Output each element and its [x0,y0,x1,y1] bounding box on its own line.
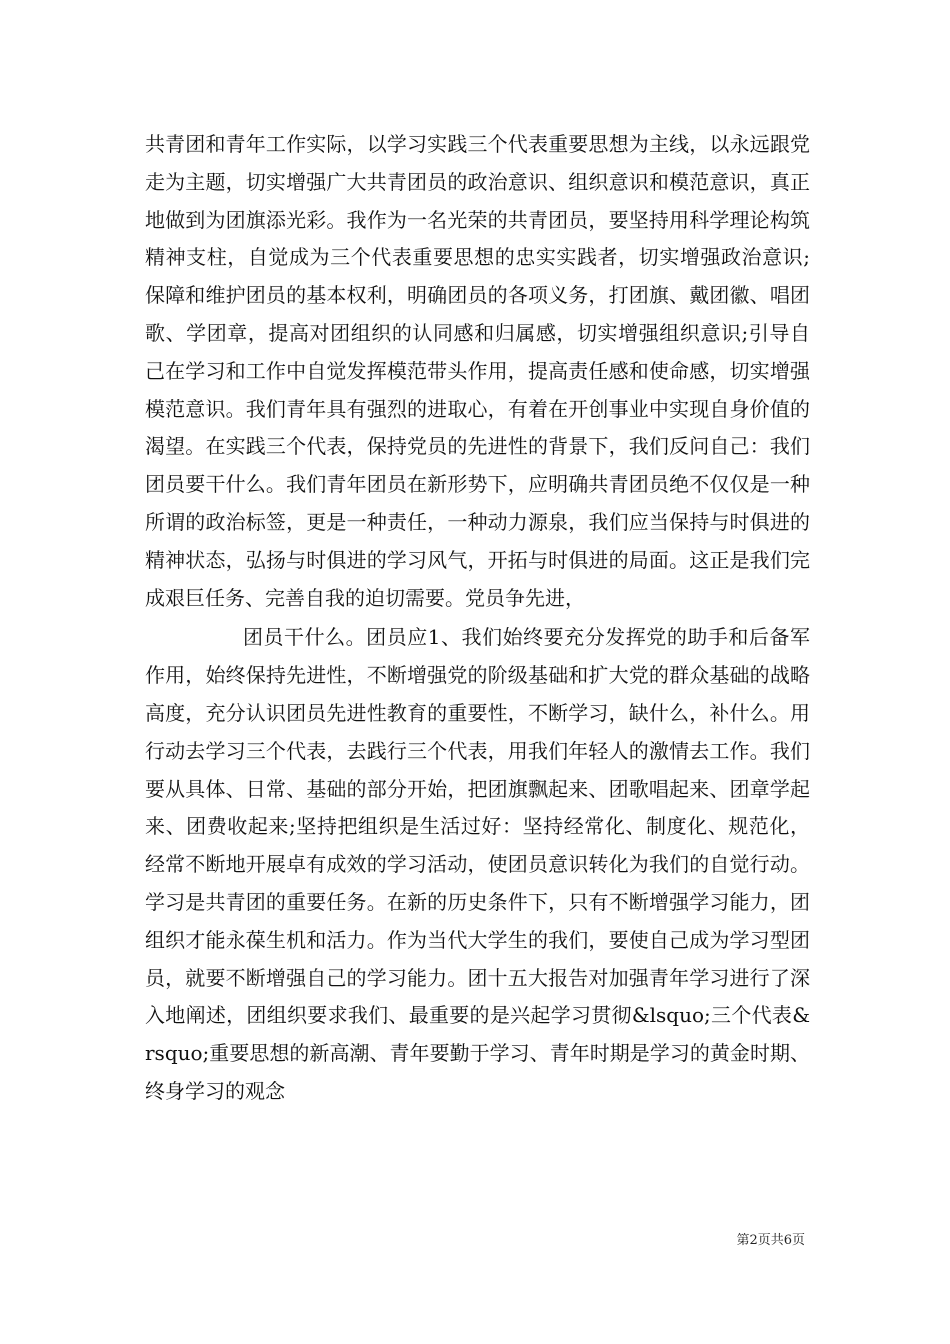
page-number: 第2页共6页 [736,1233,805,1248]
paragraph-1: 共青团和青年工作实际，以学习实践三个代表重要思想为主线，以永远跟党走为主题，切实增强广大共青团员的政治意识、组织意识和模范意识，真正地做到为团旗添光彩。我作为一名光荣的共青团员，要坚持用科学理论构筑精神支柱，自觉成为三个代表重要思想的忠实实践者，切实增强政治意识;保障和维护团员的基本权利，明确团员的各项义务，打团旗、戴团徽、唱团歌、学团章，提高对团组织的认同感和归属感，切实增强组织意识;引导自己在学习和工作中自觉发挥模范带头作用，提高责任感和使命感，切实增强模范意识。我们青年具有强烈的进取心，有着在开创事业中实现自身价值的渴望。在实践三个代表，保持党员的先进性的背景下，我们反问自己：我们团员要干什么。我们青年团员在新形势下，应明确共青团员绝不仅仅是一种所谓的政治标签，更是一种责任，一种动力源泉，我们应当保持与时俱进的精神状态，弘扬与时俱进的学习风气，开拓与时俱进的局面。这正是我们完成艰巨任务、完善自我的迫切需要。党员争先进， [145,132,810,610]
paragraph-2: 团员干什么。团员应1、我们始终要充分发挥党的助手和后备军作用，始终保持先进性，不断增强党的阶级基础和扩大党的群众基础的战略高度，充分认识团员先进性教育的重要性，不断学习，缺什么，补什么。用行动去学习三个代表，去践行三个代表，用我们年轻人的激情去工作。我们要从具体、日常、基础的部分开始，把团旗飘起来、团歌唱起来、团章学起来、团费收起来;坚持把组织是生活过好：坚持经常化、制度化、规范化，经常不断地开展卓有成效的学习活动，使团员意识转化为我们的自觉行动。学习是共青团的重要任务。在新的历史条件下，只有不断增强学习能力，团组织才能永葆生机和活力。作为当代大学生的我们，要使自己成为学习型团员，就要不断增强自己的学习能力。团十五大报告对加强青年学习进行了深入地阐述，团组织要求我们、最重要的是兴起学习贯彻&lsquo;三个代表&rsquo;重要思想的新高潮、青年要勤于学习、青年时期是学习的黄金时期、终身学习的观念 [145,625,810,1103]
body-text [145,126,810,1111]
